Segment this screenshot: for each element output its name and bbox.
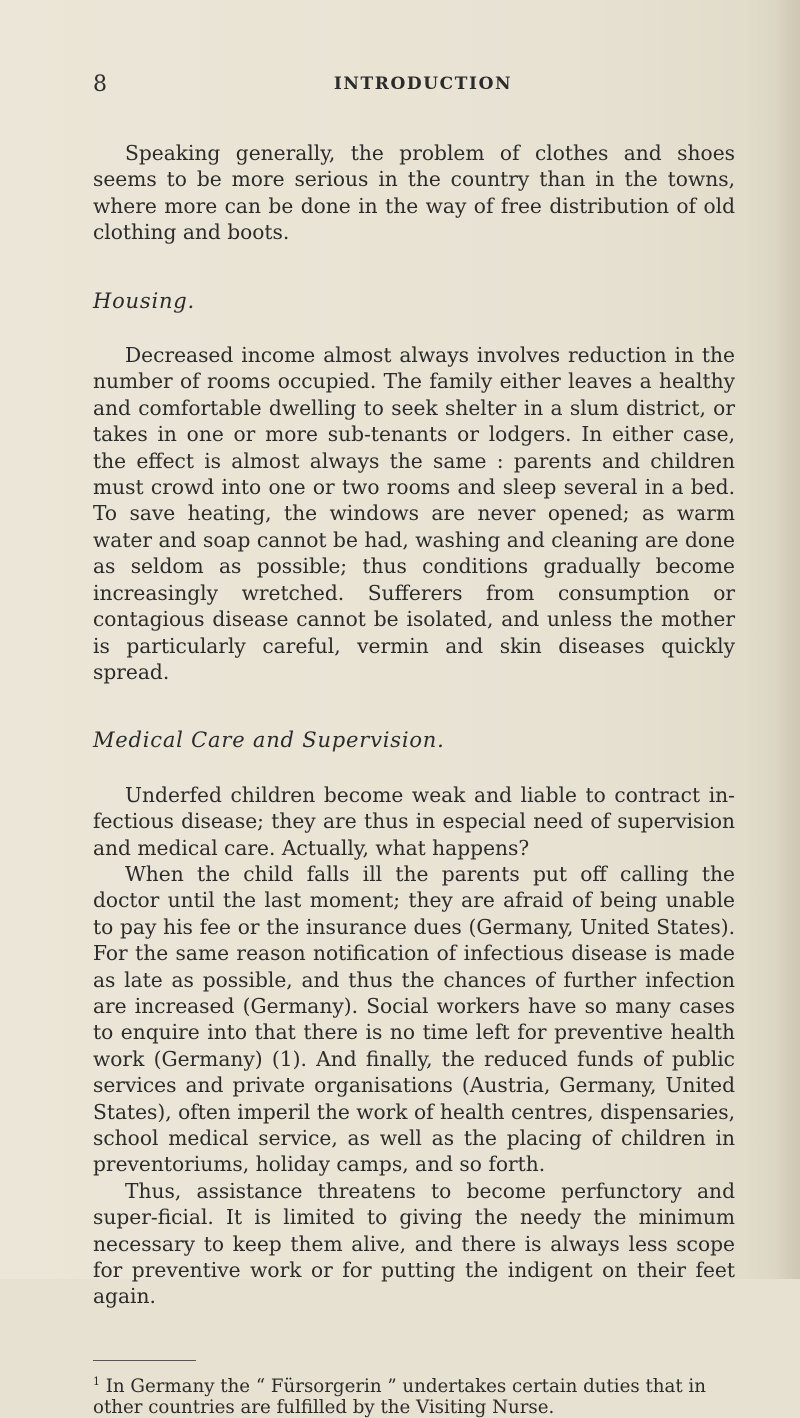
page-number: 8 <box>93 72 107 97</box>
page-edge-shadow <box>776 0 800 1279</box>
footnote <box>93 1371 735 1418</box>
footnote-divider <box>93 1360 196 1361</box>
page-body <box>93 140 735 1418</box>
footnote-text: In Germany the “ Fürsorgerin ” undertakes certain duties that in other countries are fulfilled by the Visiting Nurse. <box>93 1375 706 1418</box>
paragraph-medical-3: Thus, assistance threatens to become perfunctory and super-ficial. It is limited to giving the needy the minimum necessary to keep them alive, and there is always less scope for preventive work or for putting the indigent on their feet again. <box>93 1178 735 1309</box>
section-heading-medical: Medical Care and Supervision. <box>93 728 445 753</box>
footnote-marker: 1 <box>93 1374 100 1388</box>
running-head: INTRODUCTION <box>333 74 513 94</box>
section-heading-housing: Housing. <box>93 288 196 313</box>
paragraph-medical-2: When the child falls ill the parents put off calling the doctor until the last moment; they are afraid of being unable to pay his fee or the insurance dues (Germany, United States). For the same reason notification of infectious disease is made as late as possible, and thus the chances of further infection are increased (Germany). Social workers have so many cases to enquire into that there is no time left for preventive health work (Germany) (1). And finally, the reduced funds of public services and private organisations (Austria, Germany, United States), often imperil the work of health centres, dispensaries, school medical service, as well as the placing of children in preventoriums, holiday camps, and so forth. <box>93 861 735 1177</box>
paragraph-medical-1: Underfed children become weak and liable to contract in-fectious disease; they are thus in especial need of supervision and medical care. Actually, what happens? <box>93 782 735 860</box>
paragraph-clothes: Speaking generally, the problem of clothes and shoes seems to be more serious in the country than in the towns, where more can be done in the way of free distribution of old clothing and boots. <box>93 141 735 245</box>
page-header <box>93 72 733 102</box>
paragraph-housing: Decreased income almost always involves reduction in the number of rooms occupied. The family either leaves a healthy and comfortable dwelling to seek shelter in a slum district, or takes in one or more sub-tenants or lodgers. In either case, the effect is almost always the same : parents and children must crowd into one or two rooms and sleep several in a bed. To save heating, the windows are never opened; as warm water and soap cannot be had, washing and cleaning are done as seldom as possible; thus conditions gradually become increasingly wretched. Sufferers from consumption or contagious disease cannot be isolated, and unless the mother is particularly careful, vermin and skin diseases quickly spread. <box>93 343 735 684</box>
